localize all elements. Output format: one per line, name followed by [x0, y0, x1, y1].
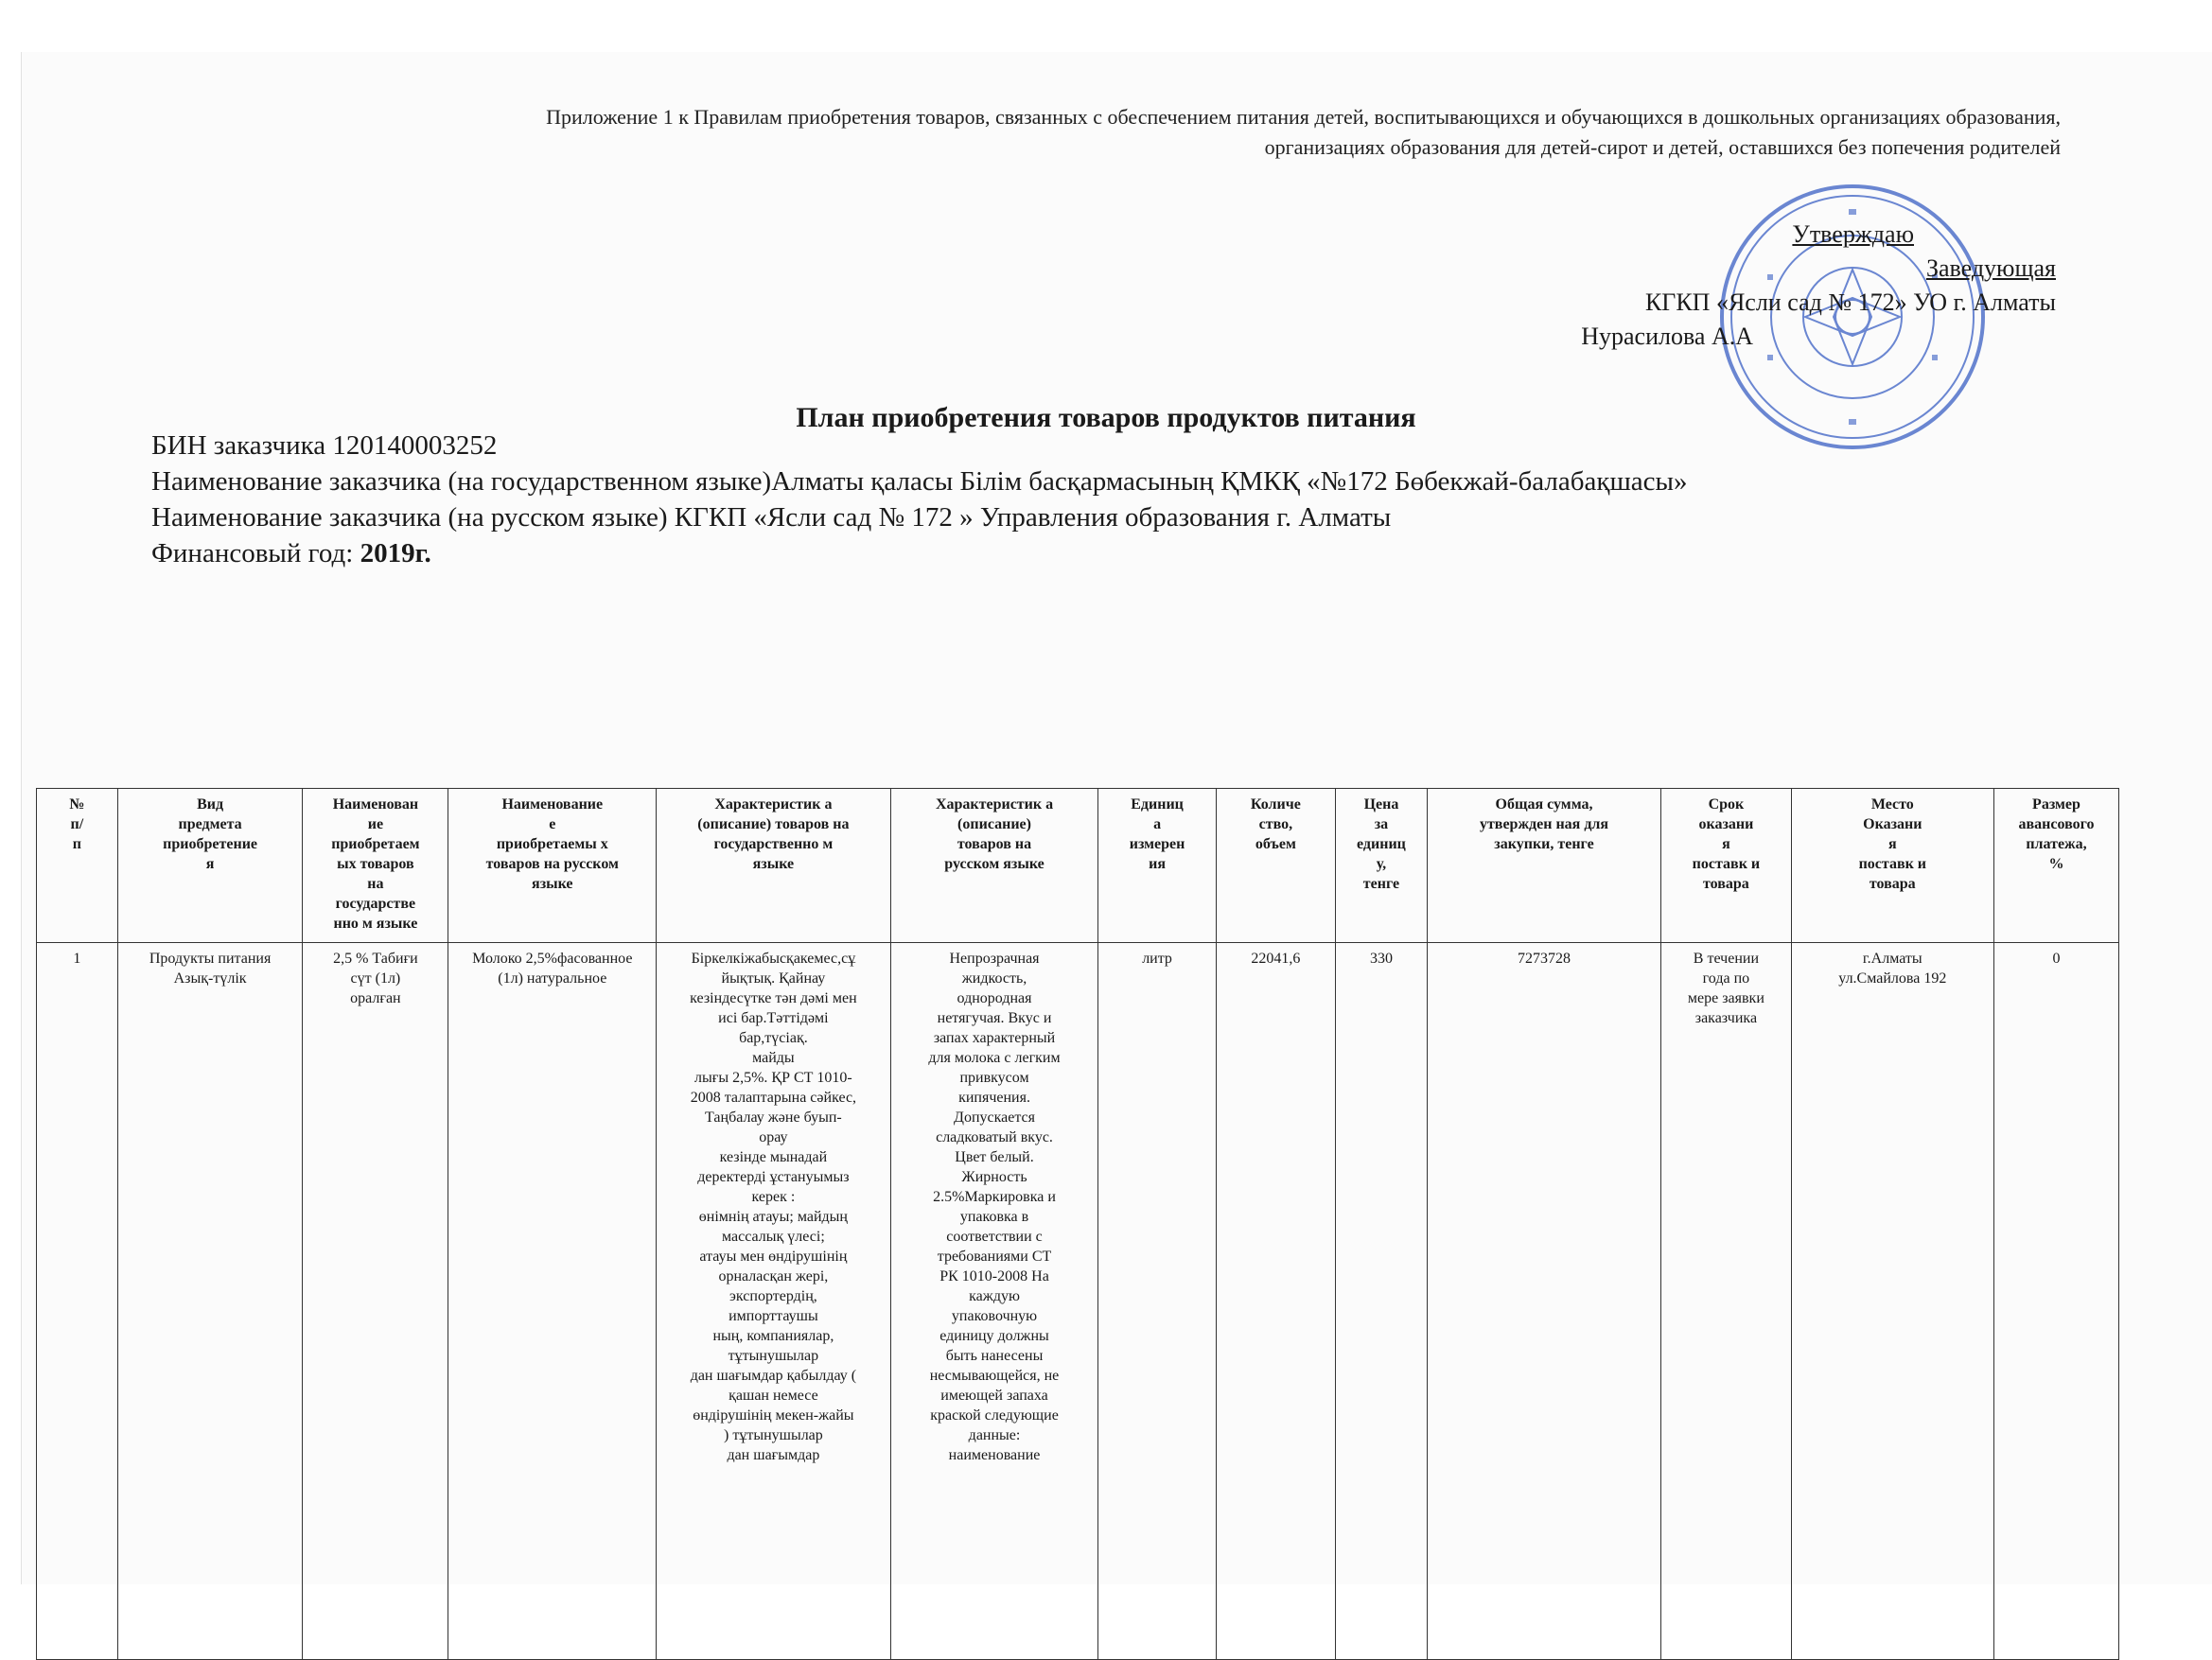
cell-advance-payment: 0 [1993, 943, 2118, 1660]
cell-unit-price: 330 [1336, 943, 1428, 1660]
col-header-subject-type: Вид предмета приобретение я [117, 789, 303, 943]
col-header-description-state-language: Характеристик а (описание) товаров на государственно м языке [657, 789, 890, 943]
cell-subject-type: Продукты питания Азық-түлік [117, 943, 303, 1660]
cell-name-russian: Молоко 2,5%фасованное (1л) натуральное [448, 943, 657, 1660]
col-header-name-russian: Наименование е приобретаемы х товаров на русском языке [448, 789, 657, 943]
cell-name-state-language: 2,5 % Табиғи сүт (1л) оралған [303, 943, 448, 1660]
cell-description-state-language: Біркелкіжабысқакемес,сұ йықтық. Қайнау кезіндесүтке тән дәмі мен исі бар.Тәттідәмі бар,түсіақ. майды лығы 2,5%. ҚР СТ 1010- 2008 талаптарына сәйкес, Таңбалау және буып- орау кезінде мынадай деректерді ұстануымыз керек : өнімнің атауы; майдың массалық үлесі; атауы мен өндірушінің орналасқан жері, экспортердің, импорттаушы ның, компаниялар, тұтынушылар дан шағымдар қабылдау ( қашан немесе өндірушінің мекен-жайы ) тұтынушылар дан шағымдар [657, 943, 890, 1660]
approval-position: Заведующая [1925, 254, 2056, 282]
cell-delivery-place: г.Алматы ул.Смайлова 192 [1791, 943, 1993, 1660]
annex-line-1: Приложение 1 к Правилам приобретения товаров, связанных с обеспечением питания детей, воспитывающихся и обучающихся в дошкольных организациях образования, [546, 105, 2061, 129]
col-header-description-russian: Характеристик а (описание) товаров на русском языке [890, 789, 1098, 943]
customer-bin: БИН заказчика 120140003252 [151, 430, 498, 461]
col-header-name-state-language: Наименован ие приобретаем ых товаров на государстве нно м языке [303, 789, 448, 943]
cell-description-russian: Непрозрачная жидкость, однородная нетягучая. Вкус и запах характерный для молока с легким привкусом кипячения. Допускается сладковатый вкус. Цвет белый. Жирность 2.5%Маркировка и упаковка в соответствии с требованиями СТ РК 1010-2008 На каждую упаковочную единицу должны быть нанесены несмывающейся, не имеющей запаха краской следующие данные: наименование [890, 943, 1098, 1660]
col-header-quantity: Количе ство, объем [1216, 789, 1335, 943]
col-header-unit: Единиц а измерен ия [1098, 789, 1216, 943]
table-header-row [37, 789, 2119, 943]
cell-total-amount: 7273728 [1427, 943, 1660, 1660]
customer-name-state-language: Наименование заказчика (на государственном языке)Алматы қаласы Білім басқармасының ҚМКҚ «№172 Бөбекжай-балабақшасы» [151, 466, 1688, 497]
approval-title: Утверждаю [1792, 220, 1914, 248]
col-header-advance-payment: Размер авансового платежа, % [1993, 789, 2118, 943]
annex-line-2: организациях образования для детей-сирот и детей, оставшихся без попечения родителей [1264, 135, 2061, 159]
cell-number: 1 [37, 943, 118, 1660]
annex-note [168, 102, 2061, 163]
table-row [37, 943, 2119, 1660]
customer-info [151, 428, 1688, 571]
procurement-plan-table [36, 788, 2119, 1660]
fiscal-year-value: 2019г. [360, 538, 431, 568]
col-header-unit-price: Цена за единиц у, тенге [1336, 789, 1428, 943]
approval-signatory-name: Нурасилова А.А [1581, 323, 1753, 350]
cell-delivery-term: В течении года по мере заявки заказчика [1661, 943, 1791, 1660]
col-header-total-amount: Общая сумма, утвержден ная для закупки, тенге [1427, 789, 1660, 943]
cell-quantity: 22041,6 [1216, 943, 1335, 1660]
document-title: План приобретения товаров продуктов питания [796, 402, 1416, 433]
cell-unit: литр [1098, 943, 1216, 1660]
approval-organization: КГКП «Ясли сад № 172» УО г. Алматы [1644, 288, 2056, 316]
col-header-number: № п/ п [37, 789, 118, 943]
fiscal-year [151, 535, 1688, 571]
approval-block [1581, 218, 2056, 354]
fiscal-year-label: Финансовый год: [151, 538, 360, 568]
customer-name-russian: Наименование заказчика (на русском языке) КГКП «Ясли сад № 172 » Управления образования г. Алматы [151, 502, 1392, 533]
col-header-delivery-term: Срок оказани я поставк и товара [1661, 789, 1791, 943]
col-header-delivery-place: Место Оказани я поставк и товара [1791, 789, 1993, 943]
